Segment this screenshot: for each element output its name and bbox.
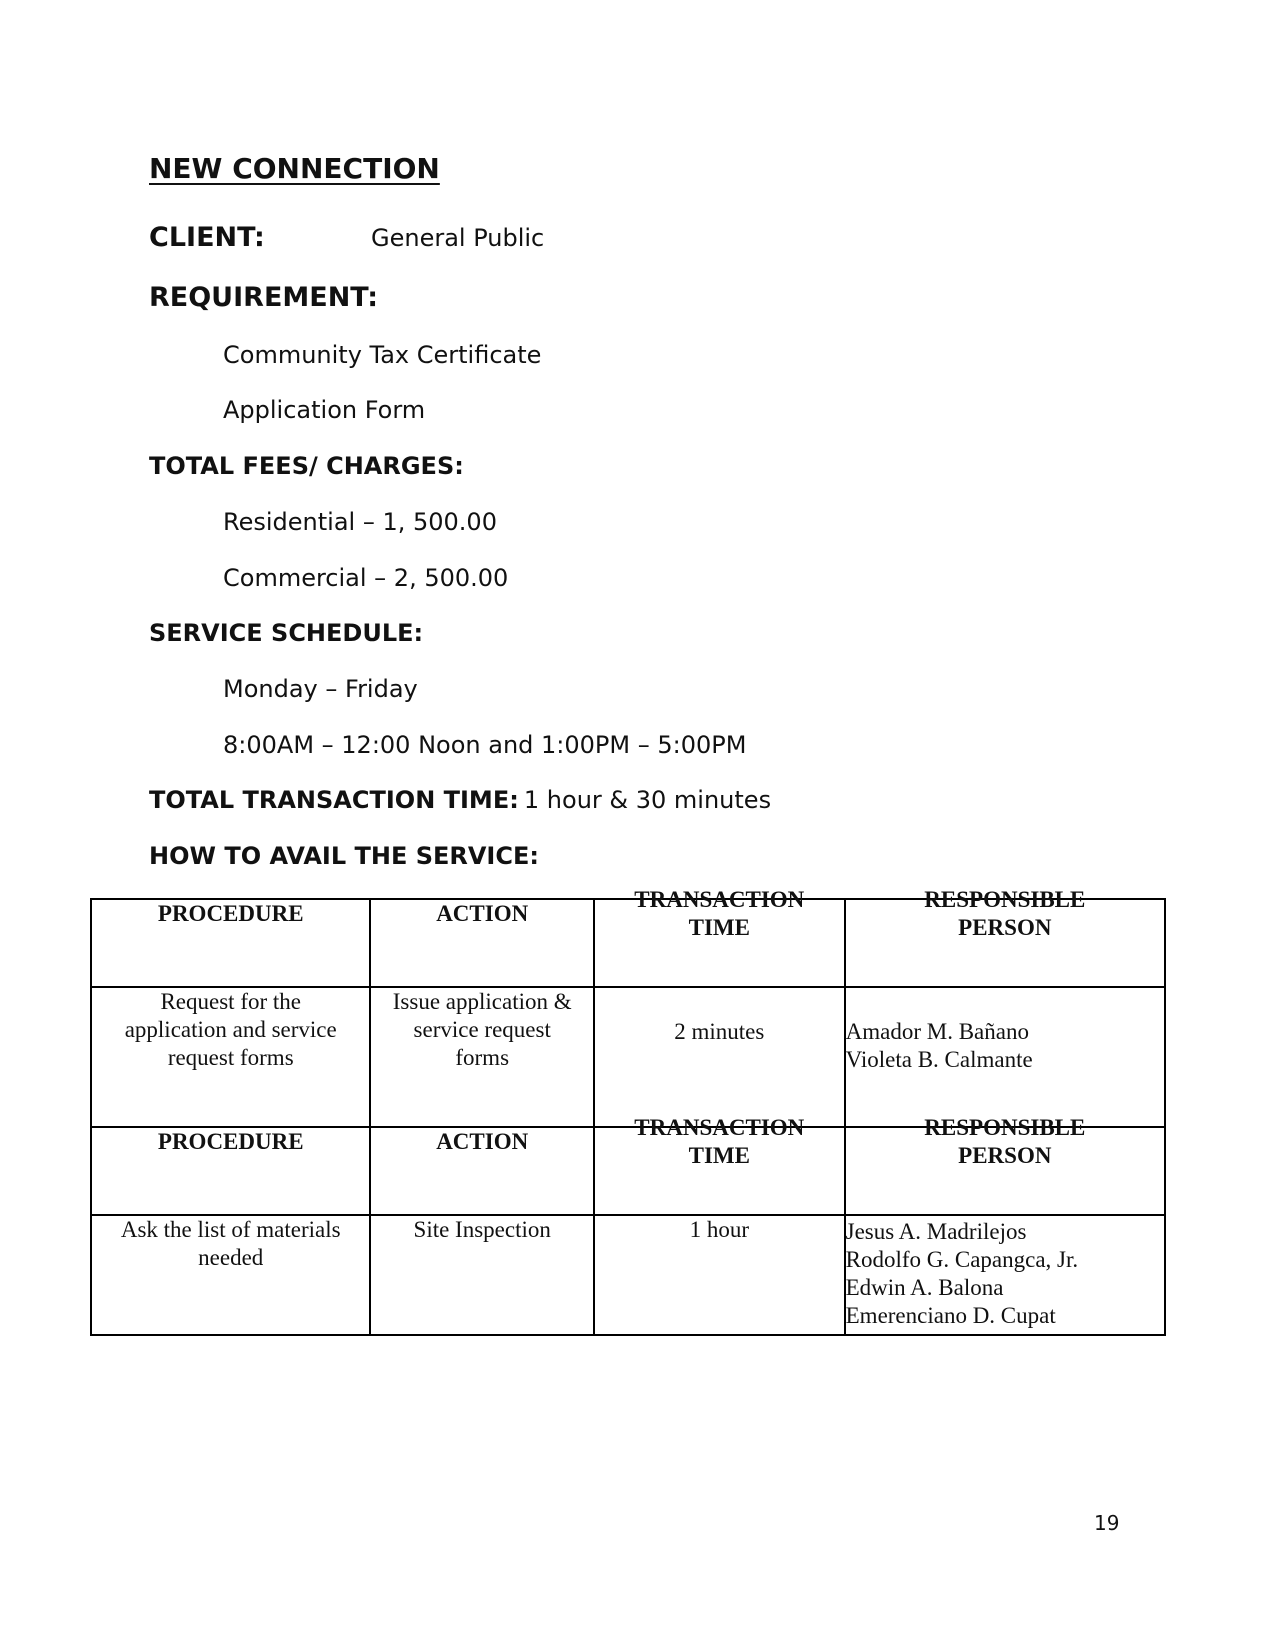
transaction-time-label: TOTAL TRANSACTION TIME: — [149, 786, 519, 814]
transaction-time-line — [149, 786, 771, 814]
action-cell: Issue application & service request forms — [370, 987, 594, 1127]
fee-item: Commercial – 2, 500.00 — [223, 564, 509, 592]
header-responsible-person: RESPONSIBLE PERSON — [845, 899, 1165, 987]
transaction-time-value: 1 hour & 30 minutes — [523, 786, 772, 814]
table-row — [91, 1215, 1165, 1335]
header-transaction-time: TRANSACTION TIME — [594, 1127, 845, 1215]
fee-item: Residential – 1, 500.00 — [223, 508, 497, 536]
client-label: CLIENT: — [149, 222, 265, 253]
persons-cell: Amador M. Bañano Violeta B. Calmante — [845, 987, 1165, 1127]
client-value: General Public — [371, 224, 545, 252]
how-to-label: HOW TO AVAIL THE SERVICE: — [149, 842, 539, 870]
header-procedure: PROCEDURE — [91, 899, 370, 987]
requirement-label: REQUIREMENT: — [149, 282, 379, 313]
requirement-item: Community Tax Certificate — [223, 341, 542, 369]
schedule-label: SERVICE SCHEDULE: — [149, 619, 424, 647]
page-number: 19 — [1094, 1511, 1120, 1535]
header-action: ACTION — [370, 1127, 594, 1215]
schedule-item: Monday – Friday — [223, 675, 418, 703]
table-header-row — [91, 899, 1165, 987]
requirement-item: Application Form — [223, 396, 426, 424]
header-procedure: PROCEDURE — [91, 1127, 370, 1215]
header-transaction-time: TRANSACTION TIME — [594, 899, 845, 987]
table-header-row — [91, 1127, 1165, 1215]
persons-cell: Jesus A. Madrilejos Rodolfo G. Capangca, Jr. Edwin A. Balona Emerenciano D. Cupat — [845, 1215, 1165, 1335]
procedure-cell: Request for the application and service request forms — [91, 987, 370, 1127]
schedule-item: 8:00AM – 12:00 Noon and 1:00PM – 5:00PM — [223, 731, 747, 759]
action-cell: Site Inspection — [370, 1215, 594, 1335]
table-row — [91, 987, 1165, 1127]
header-responsible-person: RESPONSIBLE PERSON — [845, 1127, 1165, 1215]
procedure-cell: Ask the list of materials needed — [91, 1215, 370, 1335]
fees-label: TOTAL FEES/ CHARGES: — [149, 452, 464, 480]
time-cell: 1 hour — [594, 1215, 845, 1335]
page-title: NEW CONNECTION — [149, 152, 440, 185]
time-cell: 2 minutes — [594, 987, 845, 1127]
service-table — [90, 887, 1166, 1336]
header-action: ACTION — [370, 899, 594, 987]
